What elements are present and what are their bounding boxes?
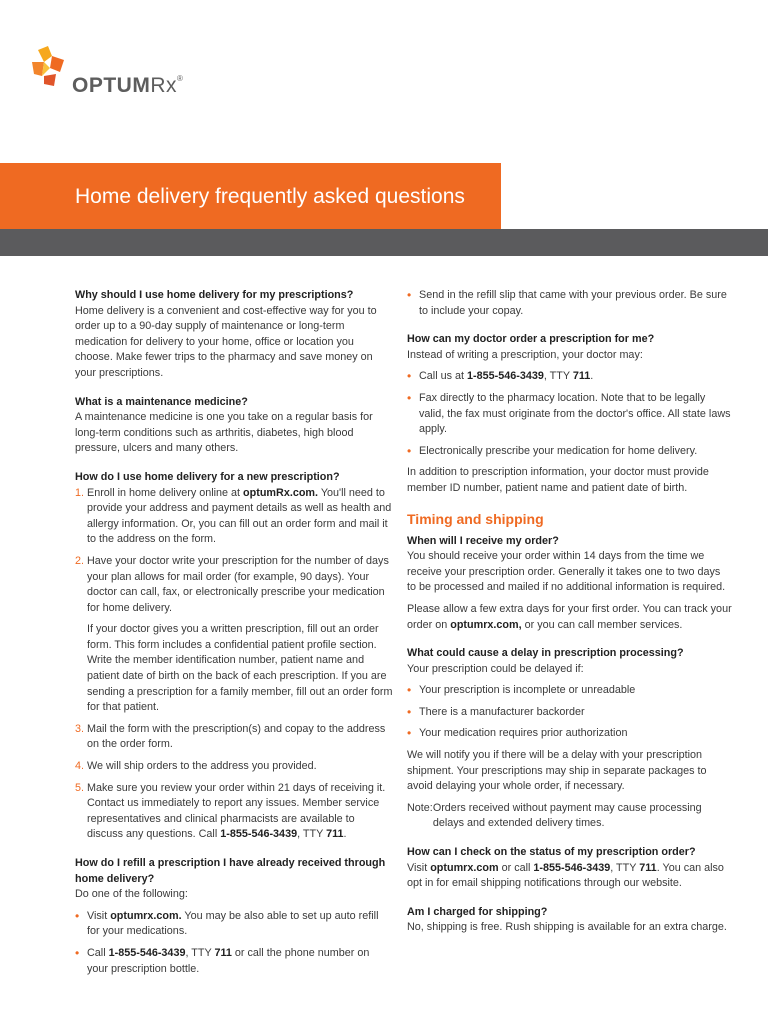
divider-bar xyxy=(0,229,768,256)
bullet-text: Visit xyxy=(87,909,111,922)
paragraph-text: , TTY xyxy=(610,861,640,874)
step-text: Mail the form with the prescription(s) and copay to the address on the order form. xyxy=(87,722,386,751)
step-text: Have your doctor write your prescription for the number of days your plan allows for mail order (for example, 90 days). Your doctor can call, fax, or electronically prescribe your medication for home delivery. xyxy=(87,554,389,614)
right-column xyxy=(407,288,732,936)
step-text: You'll need to provide your address and payment details as well as health and allergy information. Or, you can fill out an order form and mail it to the address on the form. xyxy=(87,486,392,546)
logo-name-rx: Rx xyxy=(150,74,177,97)
step-text: Make sure you review your order within 21 days of receiving it. Contact us immediately to report any issues. Member service representatives and clinical pharmacists are available to discuss any questions. Call xyxy=(87,781,386,841)
paragraph-text: Please allow a few extra days for your first order. You can track your order on xyxy=(407,602,732,631)
refill-option-slip xyxy=(407,288,732,319)
payment-note xyxy=(407,801,732,832)
title-banner xyxy=(0,163,501,229)
paragraph-text: or call xyxy=(498,861,534,874)
logo-name-bold: OPTUM xyxy=(72,74,151,97)
answer-maintenance-medicine: A maintenance medicine is one you take on a regular basis for long-term conditions such as arthritis, diabetes, high blood pressure, ulcers and many others. xyxy=(75,411,373,455)
phone-number[interactable]: 1-855-546-3439 xyxy=(467,370,544,383)
page-title: Home delivery frequently asked questions xyxy=(75,185,465,208)
step-4 xyxy=(75,759,393,775)
step-1 xyxy=(75,486,393,548)
question-receive-order: When will I receive my order? xyxy=(407,534,559,547)
bullet-text: You may be also able to set up auto refill for your medications. xyxy=(87,909,379,938)
step-text: Enroll in home delivery online at xyxy=(87,486,244,499)
paragraph-text: Visit xyxy=(407,861,431,874)
step-2 xyxy=(75,554,393,616)
delay-reason-incomplete xyxy=(407,683,732,699)
registered-mark: ® xyxy=(177,74,184,83)
bullet-text: Your prescription is incomplete or unreadable xyxy=(419,684,636,697)
tty-number[interactable]: 711 xyxy=(214,946,232,959)
step-number: 5. xyxy=(75,781,85,794)
step-text: , TTY xyxy=(297,828,327,841)
bullet-text: or call the phone number on your prescription bottle. xyxy=(87,946,370,975)
step-number: 4. xyxy=(75,760,85,773)
website-link[interactable]: optumRx.com. xyxy=(243,486,319,499)
question-order-status: How can I check on the status of my prescription order? xyxy=(407,846,696,859)
delay-reason-backorder xyxy=(407,705,732,721)
doctor-option-call xyxy=(407,369,732,385)
section-heading-timing-shipping: Timing and shipping xyxy=(407,510,544,527)
question-new-prescription: How do I use home delivery for a new prescription? xyxy=(75,470,340,483)
refill-option-website xyxy=(75,909,393,940)
left-column xyxy=(75,288,393,977)
answer-refill-intro: Do one of the following: xyxy=(75,888,188,901)
answer-receive-order: You should receive your order within 14 days from the time we receive your prescription order. Generally it takes one to two days to be processed and mailed if no additional information is required. xyxy=(407,550,726,594)
refill-option-call xyxy=(75,946,393,977)
bullet-text: , TTY xyxy=(543,370,573,383)
answer-track-order xyxy=(407,602,732,633)
step-number: 1. xyxy=(75,486,85,499)
tty-number[interactable]: 711 xyxy=(639,861,657,874)
bullet-icon: • xyxy=(75,908,80,923)
bullet-icon: • xyxy=(407,390,412,405)
step-5 xyxy=(75,781,393,843)
bullet-icon: • xyxy=(407,443,412,458)
step-number: 2. xyxy=(75,554,85,567)
answer-delay-notify: We will notify you if there will be a delay with your prescription shipment. Your prescriptions may ship in separate packages to avoid delaying your whole order, if necessary. xyxy=(407,749,707,793)
tty-number[interactable]: 711 xyxy=(326,828,344,841)
bullet-icon: • xyxy=(407,683,412,698)
paragraph-text: . You can also opt in for email shipping notifications through our website. xyxy=(407,861,724,890)
bullet-text: Send in the refill slip that came with your previous order. Be sure to include your copay. xyxy=(419,289,727,317)
question-refill: How do I refill a prescription I have already received through home delivery? xyxy=(75,857,386,885)
question-delay: What could cause a delay in prescription processing? xyxy=(407,647,684,660)
bullet-text: . xyxy=(590,370,594,383)
bullet-icon: • xyxy=(407,288,412,302)
answer-shipping-charge: No, shipping is free. Rush shipping is available for an extra charge. xyxy=(407,921,727,934)
bullet-icon: • xyxy=(407,369,412,384)
phone-number[interactable]: 1-855-546-3439 xyxy=(533,861,611,874)
step-number: 3. xyxy=(75,722,85,735)
bullet-text: Fax directly to the pharmacy location. Note that to be legally valid, the fax must originate from the doctor's office. All state laws apply. xyxy=(419,391,731,436)
answer-doctor-order-intro: Instead of writing a prescription, your doctor may: xyxy=(407,348,643,361)
step-2-detail: If your doctor gives you a written prescription, fill out an order form. This form includes a confidential patient profile section. Write the member identification number, patient name and patient date of birth on the back of each prescription. If you are sending a prescription for a family member, fill out an order form for that patient. xyxy=(87,623,393,714)
bullet-icon: • xyxy=(407,726,412,741)
bullet-text: Call us at xyxy=(419,370,468,383)
bullet-icon: • xyxy=(407,704,412,719)
phone-number[interactable]: 1-855-546-3439 xyxy=(220,828,298,841)
doctor-option-fax xyxy=(407,391,732,438)
step-text: . xyxy=(343,828,347,841)
logo-wordmark xyxy=(72,74,183,98)
bullet-text: Your medication requires prior authorization xyxy=(419,727,628,740)
bullet-text: , TTY xyxy=(185,946,215,959)
note-text: Orders received without payment may cause processing delays and extended delivery times. xyxy=(432,801,702,830)
answer-doctor-order-requirements: In addition to prescription information, your doctor must provide member ID number, patient name and patient date of birth. xyxy=(407,466,709,494)
bullet-text: Call xyxy=(87,946,109,959)
answer-delay-intro: Your prescription could be delayed if: xyxy=(407,662,584,675)
website-link[interactable]: optumrx.com, xyxy=(450,618,522,631)
note-label: Note: xyxy=(407,801,433,814)
paragraph-text: or you can call member services. xyxy=(521,618,683,631)
doctor-option-eprescribe xyxy=(407,444,732,460)
bullet-text: There is a manufacturer backorder xyxy=(419,705,585,718)
bullet-text: Electronically prescribe your medication for home delivery. xyxy=(419,444,698,457)
answer-order-status xyxy=(407,861,732,892)
website-link[interactable]: optumrx.com xyxy=(430,861,499,874)
step-text: We will ship orders to the address you provided. xyxy=(87,760,317,773)
question-doctor-order: How can my doctor order a prescription for me? xyxy=(407,333,655,346)
question-why-home-delivery: Why should I use home delivery for my prescriptions? xyxy=(75,289,354,301)
delay-reason-authorization xyxy=(407,726,732,742)
question-shipping-charge: Am I charged for shipping? xyxy=(407,905,548,918)
phone-number[interactable]: 1-855-546-3439 xyxy=(108,946,186,959)
step-3 xyxy=(75,722,393,753)
answer-why-home-delivery: Home delivery is a convenient and cost-effective way for you to order up to a 90-day supply of maintenance or long-term medication for delivery to your home, office or location you choose. Make fewer trips to the pharmacy and save money on your prescriptions. xyxy=(75,304,377,379)
bullet-icon: • xyxy=(75,945,80,960)
question-maintenance-medicine: What is a maintenance medicine? xyxy=(75,395,248,408)
optum-logo-mark-icon xyxy=(30,44,70,90)
website-link[interactable]: optumrx.com. xyxy=(110,909,182,922)
tty-number[interactable]: 711 xyxy=(572,370,591,383)
